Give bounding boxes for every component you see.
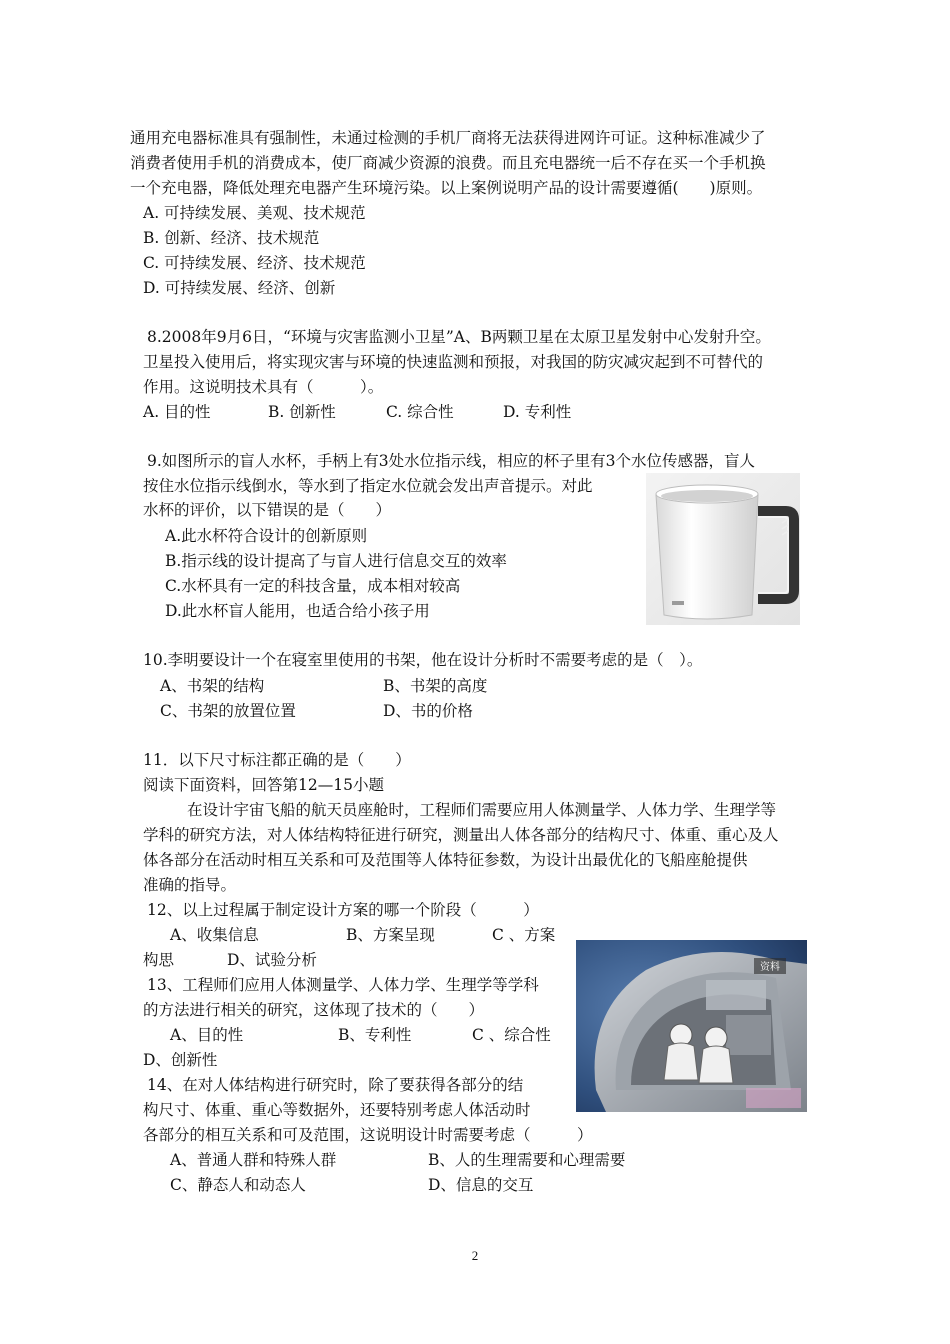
page-number: 2 xyxy=(471,1248,479,1263)
blind-cup-figure xyxy=(646,473,800,625)
q9-option-a: A.此水杯符合设计的创新原则 xyxy=(165,527,368,545)
q8-line-3: 作用。这说明技术具有（ ）。 xyxy=(143,378,384,396)
q7-line-3: 一个充电器，降低处理充电器产生环境污染。以上案例说明产品的设计需要遵循( )原则。 xyxy=(130,179,763,197)
cockpit-illustration xyxy=(576,940,807,1112)
q12-option-d: D、试验分析 xyxy=(227,951,317,969)
cup-illustration xyxy=(646,473,800,625)
q8-line-2: 卫星投入使用后，将实现灾害与环境的快速监测和预报，对我国的防灾减灾起到不可替代的 xyxy=(143,353,764,371)
q14-line-1: 14、在对人体结构进行研究时，除了要获得各部分的结 xyxy=(147,1076,524,1094)
q13-option-c: C 、综合性 xyxy=(472,1026,551,1044)
q8-option-a: A. 目的性 xyxy=(143,403,211,421)
q7-line-1: 通用充电器标准具有强制性，未通过检测的手机厂商将无法获得进网许可证。这种标准减少了 xyxy=(130,129,766,147)
q10-option-c: C、书架的放置位置 xyxy=(160,702,296,720)
q13-option-d: D、创新性 xyxy=(143,1051,218,1069)
q14-line-2: 构尺寸、体重、重心等数据外，还要特别考虑人体活动时 xyxy=(143,1101,531,1119)
q13-option-a: A、目的性 xyxy=(170,1026,244,1044)
q14-line-3: 各部分的相互关系和可及范围，这说明设计时需要考虑（ ） xyxy=(143,1126,593,1144)
q10-option-b: B、书架的高度 xyxy=(383,677,488,695)
q7-option-c: C. 可持续发展、经济、技术规范 xyxy=(143,254,366,272)
q7-line-2: 消费者使用手机的消费成本，使厂商减少资源的浪费。而且充电器统一后不存在买一个手机换 xyxy=(130,154,766,172)
reading-intro: 阅读下面资料，回答第12—15小题 xyxy=(143,776,384,794)
q14-option-d: D、信息的交互 xyxy=(428,1176,534,1194)
reading-para-line-1: 在设计宇宙飞船的航天员座舱时，工程师们需要应用人体测量学、人体力学、生理学等 xyxy=(187,801,777,819)
q14-option-c: C、静态人和动态人 xyxy=(170,1176,306,1194)
q8-option-c: C. 综合性 xyxy=(386,403,454,421)
q10-option-a: A、书架的结构 xyxy=(160,677,265,695)
q12-option-c-continued: 构思 xyxy=(143,951,175,969)
q9-option-b: B.指示线的设计提高了与盲人进行信息交互的效率 xyxy=(165,552,507,570)
q9-line-1: 9.如图所示的盲人水杯，手柄上有3处水位指示线，相应的杯子里有3个水位传感器，盲人 xyxy=(147,452,756,470)
cockpit-figure xyxy=(576,940,807,1112)
q9-line-2: 按住水位指示线倒水，等水到了指定水位就会发出声音提示。对此 xyxy=(143,477,593,495)
q12-option-c: C 、方案 xyxy=(492,926,556,944)
q9-option-d: D.此水杯盲人能用，也适合给小孩子用 xyxy=(165,602,430,620)
q12-line-1: 12、以上过程属于制定设计方案的哪一个阶段（ ） xyxy=(147,901,539,919)
q8-option-b: B. 创新性 xyxy=(268,403,336,421)
reading-para-line-3: 体各部分在活动时相互关系和可及范围等人体特征参数，为设计出最优化的飞船座舱提供 xyxy=(143,851,748,869)
q11-line-1: 11．以下尺寸标注都正确的是（ ） xyxy=(143,751,411,769)
q8-option-d: D. 专利性 xyxy=(503,403,572,421)
q7-option-b: B. 创新、经济、技术规范 xyxy=(143,229,320,247)
q13-line-2: 的方法进行相关的研究，这体现了技术的（ ） xyxy=(143,1001,485,1019)
q8-line-1: 8.2008年9月6日，“环境与灾害监测小卫星”A、B两颗卫星在太原卫星发射中心发射升空。 xyxy=(147,328,771,346)
cockpit-caption: 资料 xyxy=(760,962,780,973)
reading-para-line-4: 准确的指导。 xyxy=(143,876,237,894)
q7-option-d: D. 可持续发展、经济、创新 xyxy=(143,279,336,297)
q7-option-a: A. 可持续发展、美观、技术规范 xyxy=(143,204,366,222)
q13-option-b: B、专利性 xyxy=(338,1026,412,1044)
reading-para-line-2: 学科的研究方法，对人体结构特征进行研究，测量出人体各部分的结构尺寸、体重、重心及人 xyxy=(143,826,779,844)
q9-line-3: 水杯的评价，以下错误的是（ ） xyxy=(143,501,392,519)
q12-option-b: B、方案呈现 xyxy=(346,926,435,944)
q14-option-b: B、人的生理需要和心理需要 xyxy=(428,1151,626,1169)
q14-option-a: A、普通人群和特殊人群 xyxy=(170,1151,337,1169)
q12-option-a: A、收集信息 xyxy=(170,926,259,944)
q13-line-1: 13、工程师们应用人体测量学、人体力学、生理学等学科 xyxy=(147,976,539,994)
q9-option-c: C.水杯具有一定的科技含量，成本相对较高 xyxy=(165,577,461,595)
q10-line-1: 10.李明要设计一个在寝室里使用的书架，他在设计分析时不需要考虑的是（ ）。 xyxy=(143,651,703,669)
q10-option-d: D、书的价格 xyxy=(383,702,473,720)
